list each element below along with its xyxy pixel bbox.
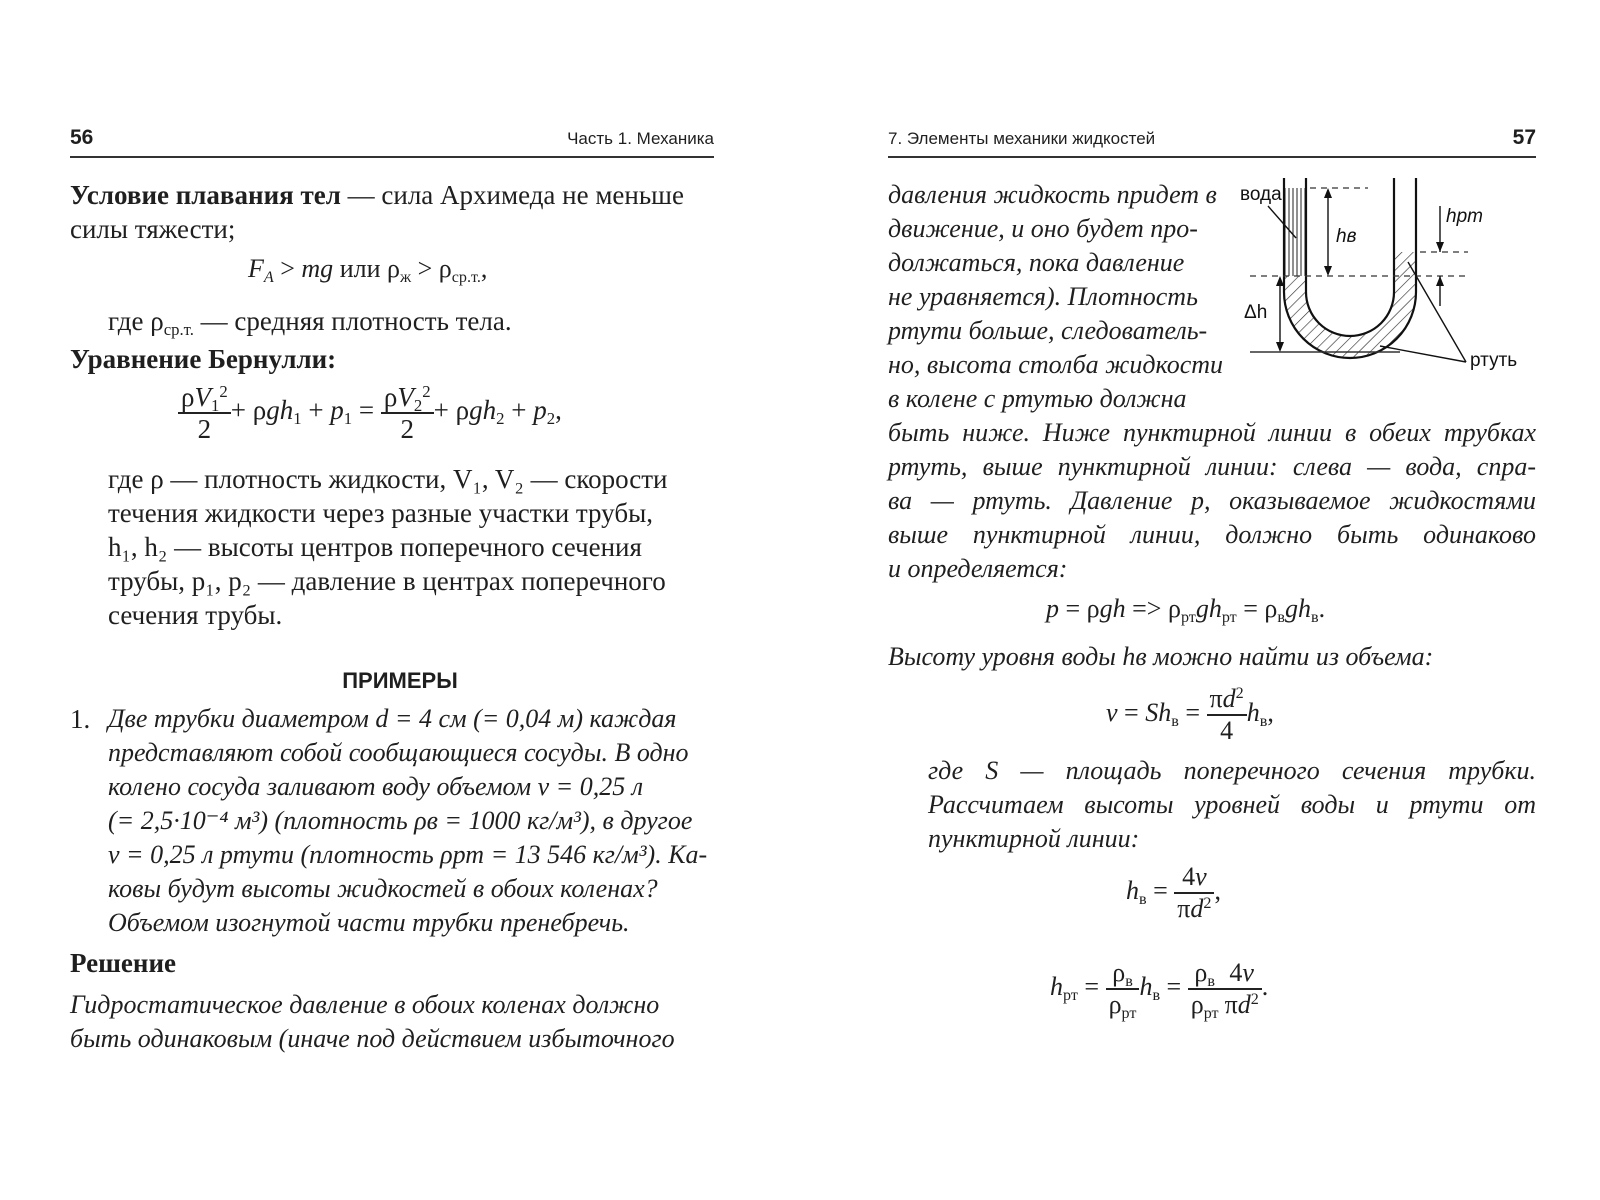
examples-heading: ПРИМЕРЫ: [342, 668, 458, 693]
full-line: выше пунктирной линии, должно быть одинаково: [888, 520, 1536, 549]
hrt-arrow-head-up: [1436, 276, 1444, 286]
label-dh: Δh: [1244, 302, 1268, 323]
bernoulli-line: течения жидкости через разные участки трубы,: [108, 498, 653, 528]
right-page-header: [888, 126, 1536, 158]
float-where-text: — средняя плотность тела.: [193, 306, 512, 336]
bernoulli-line: h₁, h₂ — высоты центров поперечного сечения: [108, 532, 642, 562]
label-hrt: hрт: [1446, 206, 1483, 227]
tube-inner-wall: [1306, 178, 1394, 336]
hv-formula: $h_в$ = $\frac{4v}{\pi d^2}$ ,: [1126, 862, 1221, 923]
dh-arrow-head-down: [1276, 342, 1284, 352]
page-number: 57: [1512, 126, 1536, 149]
label-hv: hв: [1336, 226, 1357, 247]
pressure-formula: $p = \rho gh => \rho_{рт}gh_{рт} = \rho_вgh_в$.: [1046, 594, 1326, 626]
example-line: Объемом изогнутой части трубки пренебречь.: [108, 908, 630, 937]
full-width-text: [888, 416, 1536, 586]
dh-arrow-head-up: [1276, 276, 1284, 286]
wrap-line: не уравняется). Плотность: [888, 282, 1198, 311]
full-line: ва — ртуть. Давление p, оказываемое жидкостями: [888, 486, 1536, 515]
float-condition-line-1: [70, 178, 684, 212]
wrap-line: должаться, пока давление: [888, 248, 1185, 277]
u-tube-diagram: [1240, 176, 1540, 388]
bernoulli-line: где ρ — плотность жидкости, V₁, V₂ — скорости: [108, 464, 668, 494]
solution-text: [70, 988, 714, 1056]
wrap-line: в колене с ртутью должна: [888, 384, 1187, 413]
where-text: [928, 754, 1536, 856]
float-formula: $F_A$ > mg или $\rho_ж > \rho_{ср.т.}$,: [248, 254, 488, 286]
bernoulli-formula: $\frac{\rho V_1^2}{2}$ + $\rho gh_1 + p_1$ = $\frac{\rho V_2^2}{2}$ + $\rho gh_2 + p_2$,: [178, 382, 562, 444]
example-line: колено сосуда заливают воду объемом v = 0,25 л: [108, 772, 644, 801]
wrap-text: [888, 178, 1248, 416]
example-line: представляют собой сообщающиеся сосуды. В одно: [108, 738, 689, 767]
float-where-line: где $\rho_{ср.т.}$ — средняя плотность тела.: [108, 306, 512, 340]
bernoulli-line: трубы, p₁, p₂ — давление в центрах поперечного: [108, 566, 666, 596]
solution-heading: Решение: [70, 948, 176, 978]
example-line: (= 2,5·10⁻⁴ м³) (плотность ρв = 1000 кг/м³), в другое: [108, 806, 693, 835]
mercury-pointer-1: [1408, 262, 1466, 362]
bernoulli-explanation: [108, 462, 714, 632]
full-line: быть ниже. Ниже пунктирной линии в обеих трубках: [888, 418, 1536, 447]
example-line: v = 0,25 л ртути (плотность ρрт = 13 546 кг/м³). Ка-: [108, 840, 708, 869]
full-line: и определяется:: [888, 554, 1068, 583]
float-text-1: — сила Архимеда не меньше: [340, 180, 684, 210]
float-heading: Условие плавания тел: [70, 180, 341, 210]
wrap-line: давления жидкость придет в: [888, 180, 1217, 209]
bernoulli-heading: Уравнение Бернулли:: [70, 344, 337, 374]
float-formula-or: или: [339, 254, 381, 283]
volume-formula: $v = Sh_в$ = $\frac{\pi d^2}{4}$ $h_в$,: [1106, 684, 1274, 745]
float-where: где: [108, 306, 144, 336]
where-line: пунктирной линии:: [928, 824, 1140, 853]
where-line: Рассчитаем высоты уровней воды и ртути от: [928, 790, 1536, 819]
mercury-pointer-2: [1380, 346, 1466, 362]
example-line: Две трубки диаметром d = 4 см (= 0,04 м) каждая: [108, 704, 677, 733]
bernoulli-line: сечения трубы.: [108, 600, 283, 630]
running-head: 7. Элементы механики жидкостей: [888, 129, 1156, 148]
solution-line: Гидростатическое давление в обоих коленах должно: [70, 990, 660, 1019]
wrap-line: но, высота столба жидкости: [888, 350, 1224, 379]
water-fill: [1284, 188, 1306, 276]
example-line: ковы будут высоты жидкостей в обоих коленах?: [108, 874, 658, 903]
example-number: 1.: [70, 704, 91, 734]
right-page: [800, 0, 1600, 1200]
solution-line: быть одинаковым (иначе под действием избыточного: [70, 1024, 675, 1053]
hrt-formula: $h_{рт}$ = $\frac{\rho_в}{\rho_{рт}}$ $h_в$ = $\frac{\rho_в}{\rho_{рт}}$ $\frac{4v}{\pi d^2}$ .: [1050, 958, 1269, 1022]
running-head: Часть 1. Механика: [567, 129, 714, 148]
label-water: вода: [1240, 184, 1282, 205]
wrap-line: движение, и оно будет про-: [888, 214, 1198, 243]
label-mercury: ртуть: [1470, 350, 1518, 371]
height-sentence: Высоту уровня воды hв можно найти из объема:: [888, 642, 1434, 671]
left-page-header: [70, 126, 714, 158]
full-line: ртуть, выше пунктирной линии: слева — вода, спра-: [888, 452, 1536, 481]
wrap-line: ртути больше, следователь-: [888, 316, 1208, 345]
hrt-arrow-head: [1436, 242, 1444, 252]
where-line: где S — площадь поперечного сечения трубки.: [928, 756, 1536, 785]
float-condition-line-2: силы тяжести;: [70, 214, 236, 244]
hv-arrow-head-up: [1324, 188, 1332, 198]
example-text: [108, 702, 714, 940]
hv-arrow-head-down: [1324, 266, 1332, 276]
page-number: 56: [70, 126, 94, 149]
